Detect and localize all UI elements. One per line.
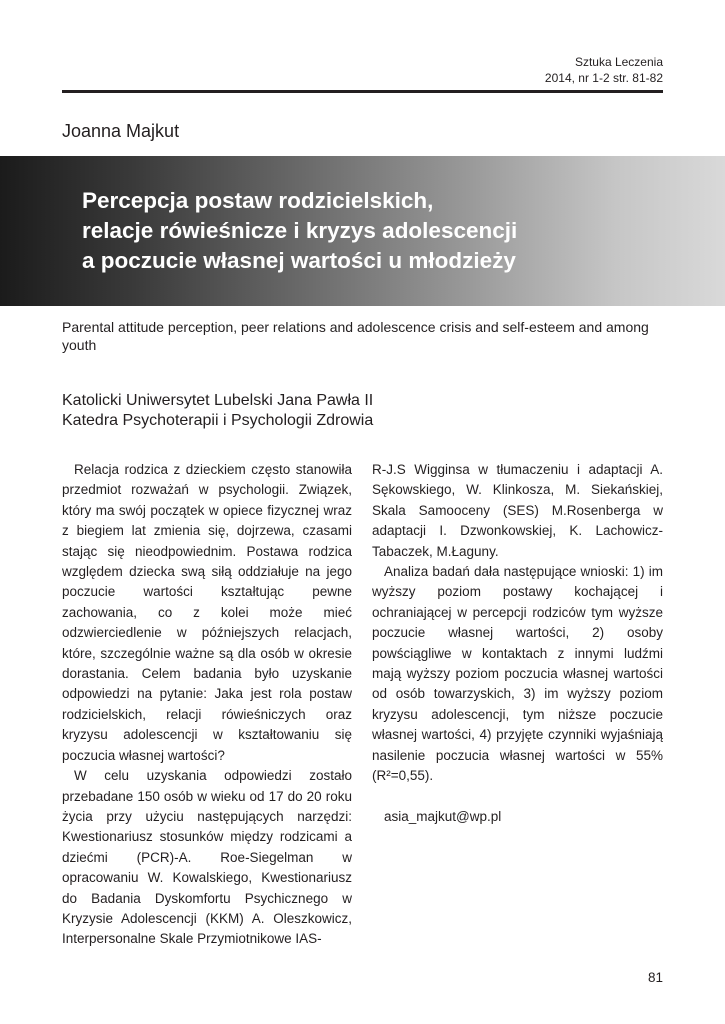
body-paragraph: Relacja rodzica z dzieckiem często stanowiła przedmiot rozważań w psychologii. Związek, który ma swój początek w opiece fizycznej wraz z biegiem lat zmienia się, dojrzewa, czasami stając się nieodpowiednim. Postawa rodzica względem dziecka swą siłą oddziałuje na jego poczucie wartości kształtując pewne zachowania, co z kolei może mieć odzwierciedlenie w późniejszych relacjach, które, szczególnie ważne są dla osób w okresie dorastania. Celem badania było uzyskanie odpowiedzi na pytanie: Jaka jest rola postaw rodzicielskich, relacji rówieśniczych oraz kryzysu adolescencji w kształtowaniu się poczucia własnej wartości? <box>62 462 352 763</box>
author-email: asia_majkut@wp.pl <box>384 808 502 824</box>
body-column-right <box>372 460 663 827</box>
body-paragraph <box>62 766 352 950</box>
title-line: Percepcja postaw rodzicielskich, <box>82 188 434 213</box>
body-paragraph-continued <box>372 460 663 562</box>
author-name: Joanna Majkut <box>62 121 180 141</box>
body-paragraph-part: R-J.S Wigginsa w tłumaczeniu i adaptacji A. Sękowskiego, W. Klinkosza, M. Siekańskiej, Skala Samooceny (SES) M.Rosenberga w adaptacji I. Dzwonkowskiej, K. Lachowicz-Tabaczek, M.Łaguny. <box>372 462 663 559</box>
title-line: a poczucie własnej wartości u młodzieży <box>82 248 516 273</box>
page-number: 81 <box>647 970 663 985</box>
header-rule <box>62 90 663 93</box>
body-paragraph-part: W celu uzyskania odpowiedzi zostało przebadane 150 osób w wieku od 17 do 20 roku życia przy użyciu następujących narzędzi: Kwestionariusz stosunków między rodzicami a dziećmi (PCR)-A. Roe-Siegelman w opracowaniu W. Kowalskiego, Kwestionariusz do Badania Dyskomfortu Psychicznego w Kryzysie Adolescencji (KKM) A. Oleszkowicz, Interpersonalne Skale Przymiotnikowe IAS- <box>62 768 352 947</box>
journal-issue: 2014, nr 1-2 str. 81-82 <box>544 71 663 85</box>
affiliation-line: Katedra Psychoterapii i Psychologii Zdrowia <box>62 412 374 429</box>
affiliation <box>62 391 373 431</box>
body-paragraph: Analiza badań dała następujące wnioski: 1) im wyższy poziom postawy kochającej i ochraniającej w percepcji rodziców tym wyższe poczucie własnej wartości, 2) osoby powściągliwe w kontaktach z innymi ludźmi mają wyższy poziom poczucia własnej wartości od osób towarzyskich, 3) im wyższy poziom kryzysu adolescencji, tym niższe poczucie własnej wartości, 4) przyjęte czynniki wyjaśniają nasilenie poczucia własnej wartości w 55% (R²=0,55). <box>372 564 663 784</box>
title-line: relacje rówieśnicze i kryzys adolescencji <box>82 218 518 243</box>
body-column-left <box>62 460 352 950</box>
journal-name: Sztuka Leczenia <box>574 55 663 69</box>
article-title <box>82 186 517 276</box>
affiliation-line: Katolicki Uniwersytet Lubelski Jana Pawła II <box>62 392 374 409</box>
journal-header <box>545 54 663 86</box>
english-title: Parental attitude perception, peer relations and adolescence crisis and self-esteem and among youth <box>62 319 649 353</box>
